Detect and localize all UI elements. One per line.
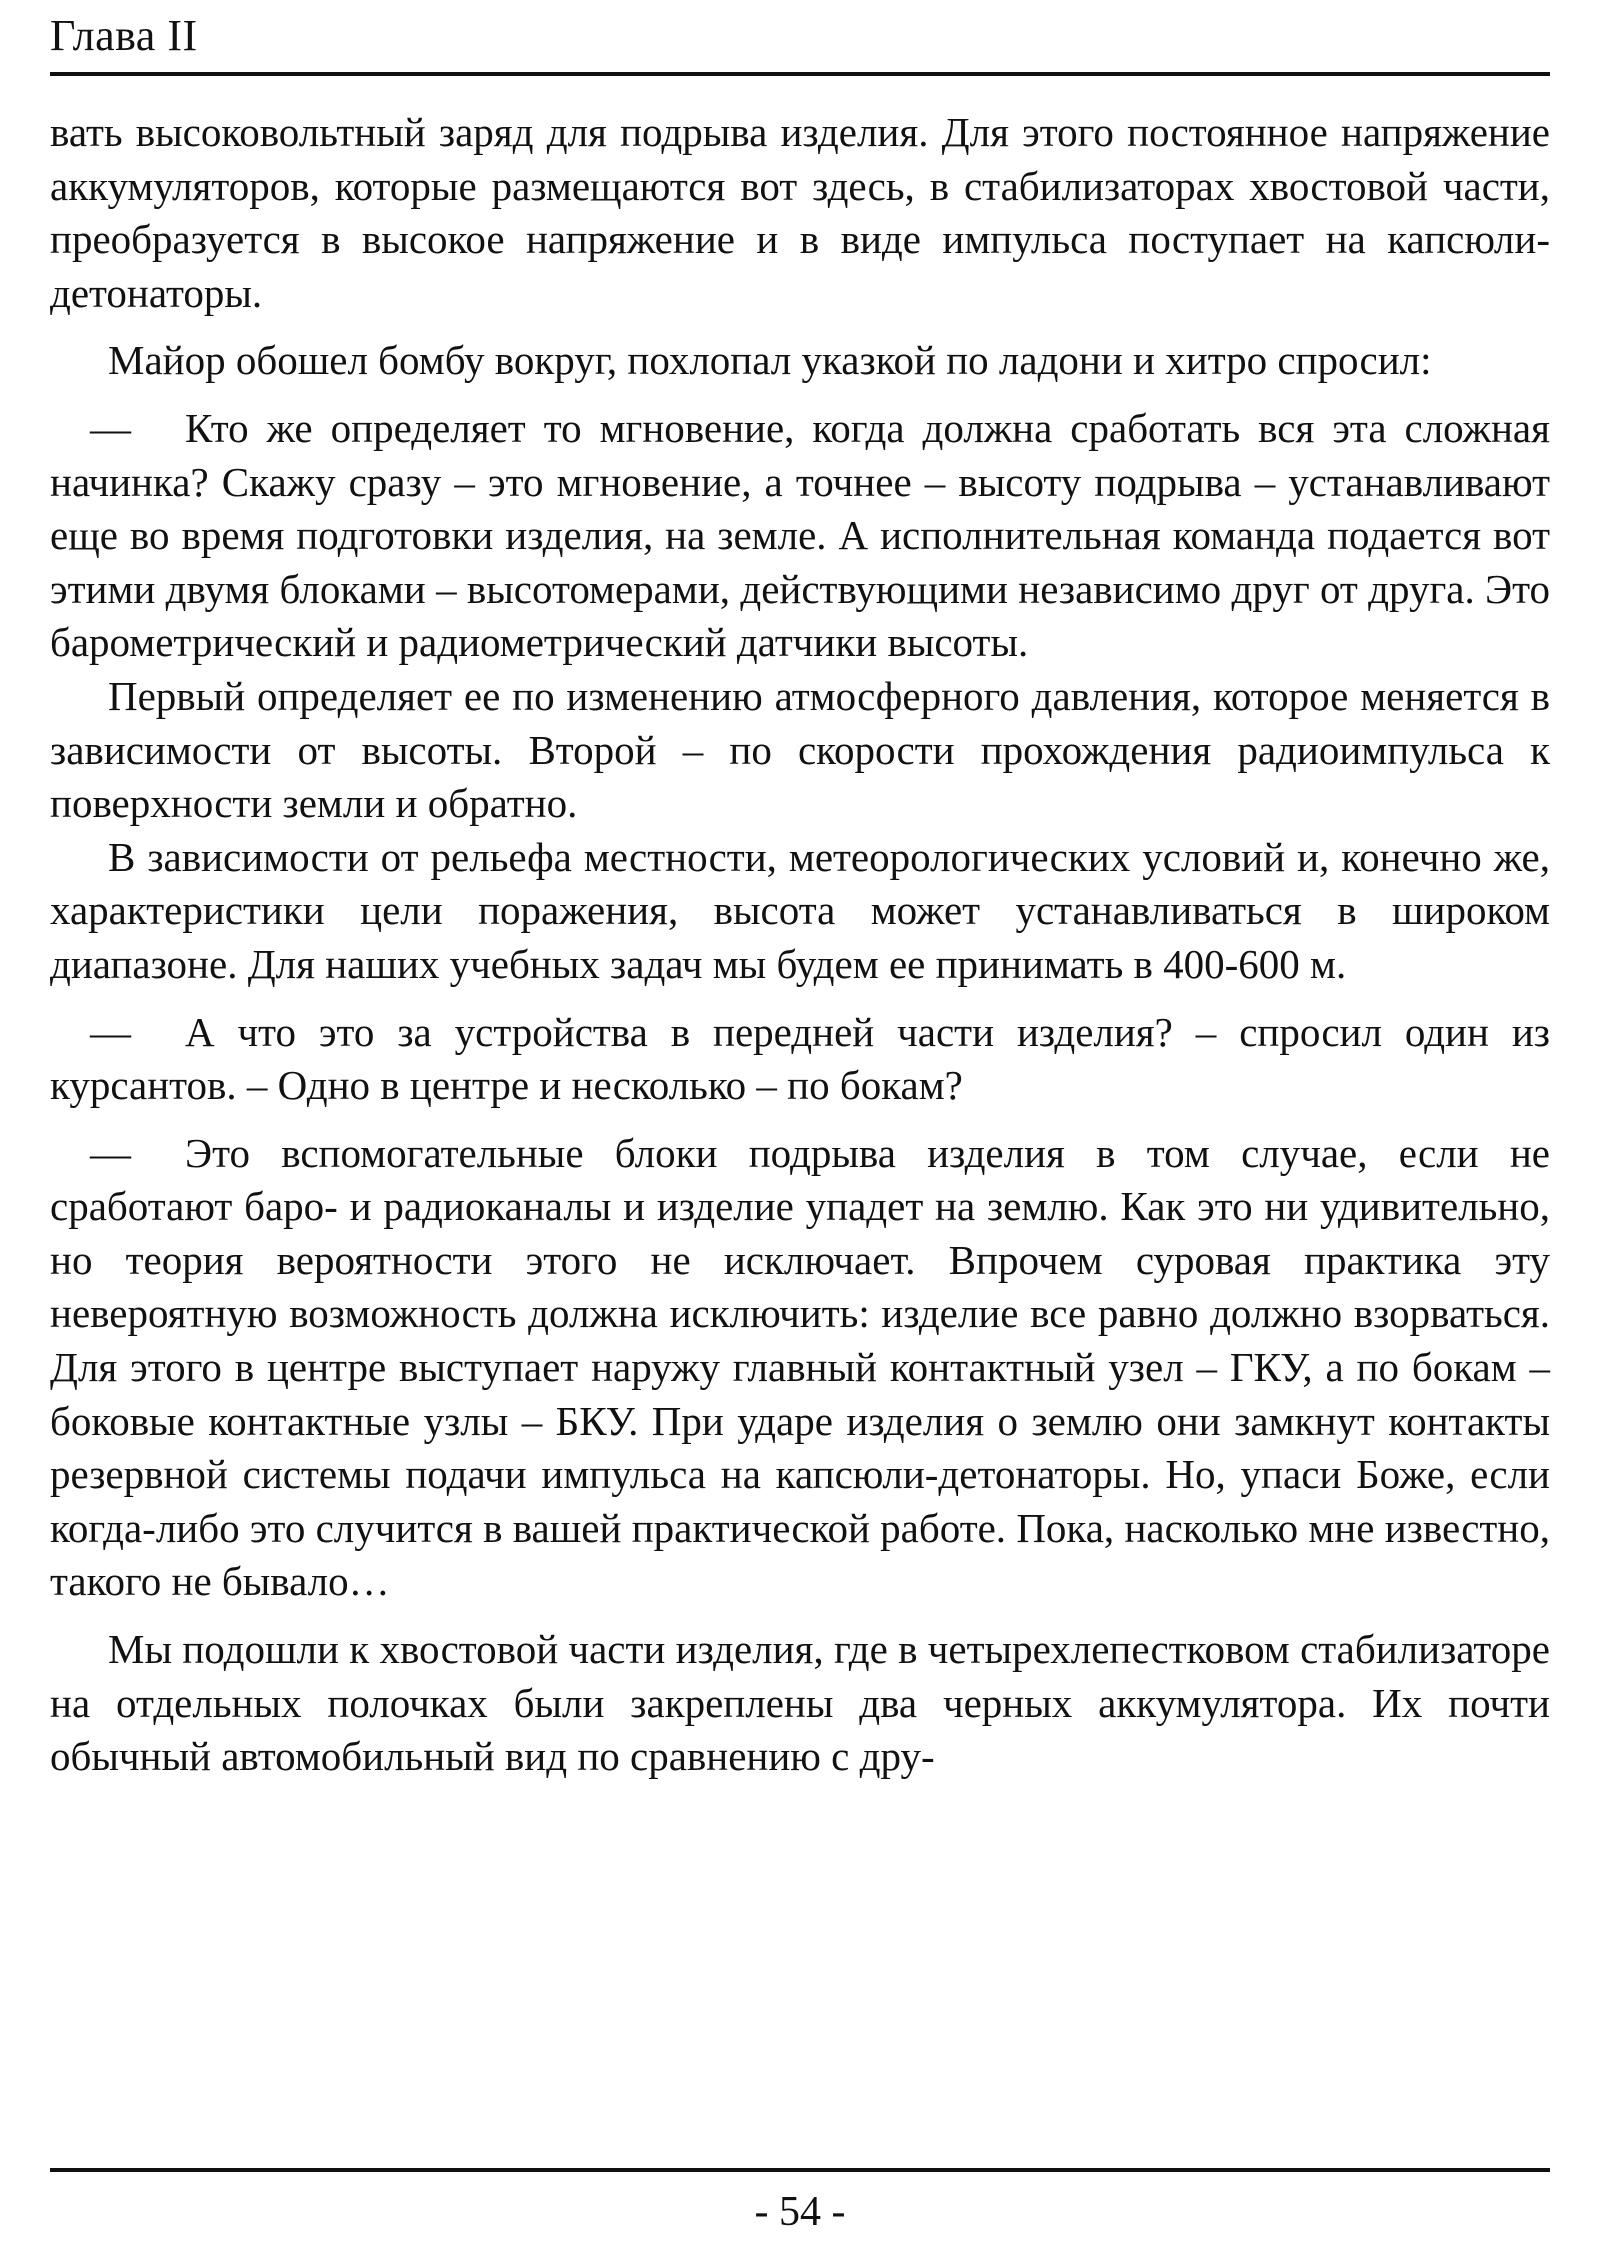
dialogue-dash: — — [90, 1008, 131, 1055]
paragraph-narration — [50, 670, 1550, 831]
dialogue-dash: — — [90, 1129, 131, 1176]
paragraph-dialogue — [50, 1006, 1550, 1113]
paragraph-text: Мы подошли к хвостовой части изделия, где в четырехлепестковом стабилизаторе на отдельных полочках были закреплены два черных аккумулятора. Их почти обычный автомобильный вид по сравнению с дру- — [50, 1626, 1550, 1780]
paragraph-narration — [50, 334, 1550, 388]
paragraph-narration — [50, 1623, 1550, 1784]
paragraph-text: Это вспомогательные блоки подрыва изделия в том случае, если не сработают баро- и радиоканалы и изделие упадет на землю. Как это ни удивительно, но теория вероятности этого не исключает. Впрочем суровая практика эту невероятную возможность должна исключить: изделие все равно должно взорваться. Для этого в центре выступает наружу главный контактный узел – ГКУ, а по бокам – боковые контактные узлы – БКУ. При ударе изделия о землю они замкнут контакты резервной системы подачи импульса на капсюли-детонаторы. Но, упаси Боже, если когда-либо это случится в вашей практической работе. Пока, насколько мне известно, такого не бывало… — [50, 1129, 1550, 1605]
paragraph-text: вать высоковольтный заряд для подрыва изделия. Для этого постоянное напряжение аккумуляторов, которые размещаются вот здесь, в стабилизаторах хвостовой части, преобразуется в высокое напряжение и в виде импульса поступает на капсюли-детонаторы. — [50, 109, 1550, 316]
page-number: - 54 - — [754, 2189, 846, 2235]
footer-rule — [50, 2168, 1550, 2172]
paragraph-continuation — [50, 106, 1550, 320]
paragraph-dialogue — [50, 1127, 1550, 1609]
header-rule — [50, 72, 1550, 76]
running-head-title: Глава II — [50, 11, 198, 60]
body-text — [50, 106, 1550, 1784]
paragraph-text: В зависимости от рельефа местности, метеорологических условий и, конечно же, характеристики цели поражения, высота может устанавливаться в широком диапазоне. Для наших учебных задач мы будем ее принимать в 400-600 м. — [50, 833, 1550, 987]
paragraph-text: Кто же определяет то мгновение, когда должна сработать вся эта сложная начинка? Скажу сразу – это мгновение, а точнее – высоту подрыва – устанавливают еще во время подготовки изделия, на земле. А исполнительная команда подается вот этими двумя блоками – высотомерами, действующими независимо друг от друга. Это барометрический и радиометрический датчики высоты. — [50, 404, 1550, 666]
paragraph-narration — [50, 831, 1550, 992]
book-page — [50, 0, 1550, 2249]
paragraph-text: Майор обошел бомбу вокруг, похлопал указкой по ладони и хитро спросил: — [108, 337, 1432, 384]
paragraph-text: А что это за устройства в передней части изделия? – спросил один из курсантов. – Одно в центре и несколько – по бокам? — [50, 1008, 1550, 1109]
dialogue-dash: — — [90, 404, 131, 451]
paragraph-dialogue — [50, 402, 1550, 670]
paragraph-text: Первый определяет ее по изменению атмосферного давления, которое меняется в зависимости от высоты. Второй – по скорости прохождения радиоимпульса к поверхности земли и обратно. — [50, 672, 1550, 827]
